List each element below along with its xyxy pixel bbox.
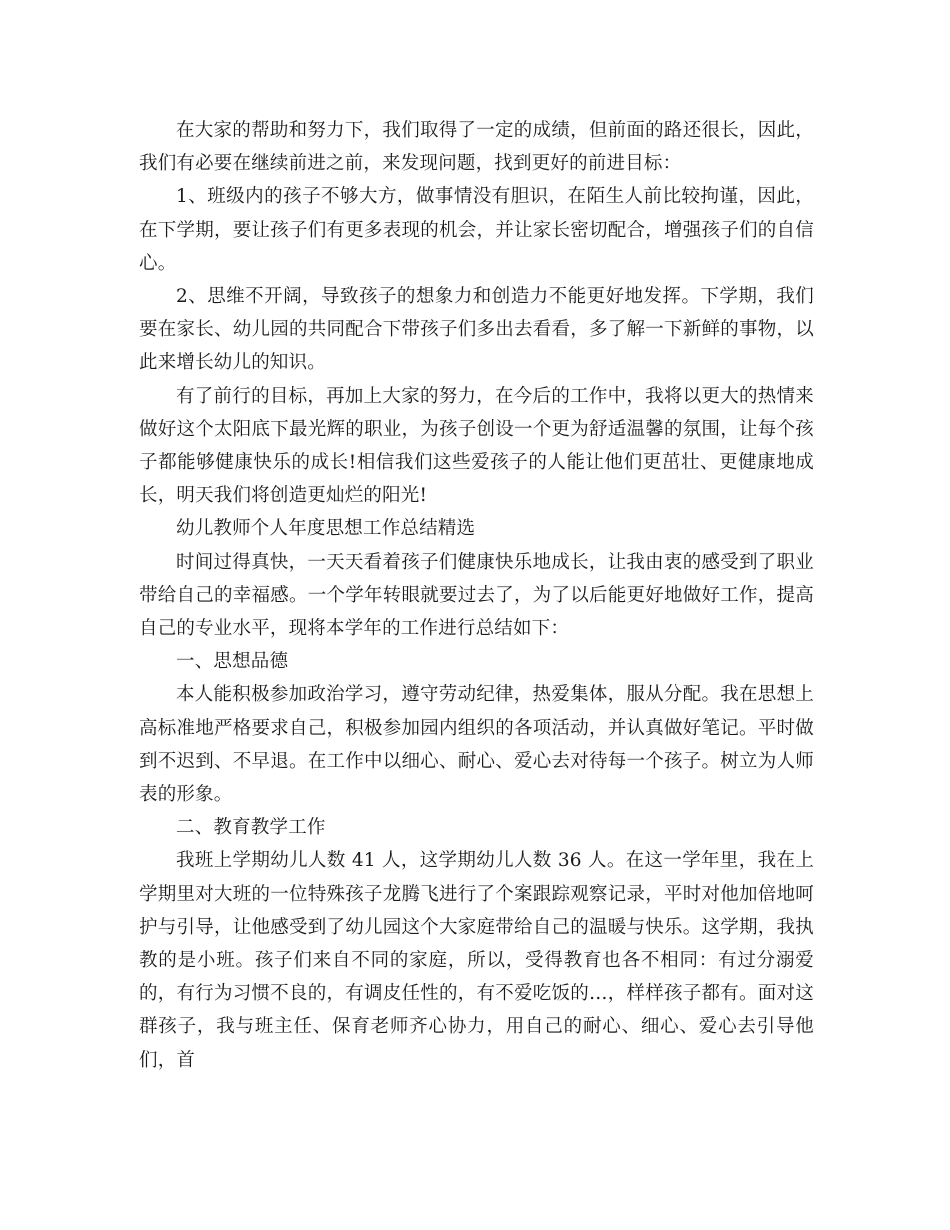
paragraph: 在大家的帮助和努力下，我们取得了一定的成绩，但前面的路还很长，因此，我们有必要在继续前进之前，来发现问题，找到更好的前进目标： bbox=[139, 120, 814, 175]
paragraph: 时间过得真快，一天天看着孩子们健康快乐地成长，让我由衷的感受到了职业带给自己的幸福感。一个学年转眼就要过去了，为了以后能更好地做好工作，提高自己的专业水平，现将本学年的工作进行总结如下： bbox=[139, 551, 814, 640]
paragraph: 2、思维不开阔，导致孩子的想象力和创造力不能更好地发挥。下学期，我们要在家长、幼儿园的共同配合下带孩子们多出去看看，多了解一下新鲜的事物，以此来增长幼儿的知识。 bbox=[139, 286, 814, 374]
paragraph: 我班上学期幼儿人数 41 人，这学期幼儿人数 36 人。在这一学年里，我在上学期里对大班的一位特殊孩子龙腾飞进行了个案跟踪观察记录，平时对他加倍地呵护与引导，让他感受到了幼儿园这个大家庭带给自己的温暖与快乐。这学期，我执教的是小班。孩子们来自不同的家庭，所以，受得教育也各不相同：有过分溺爱的，有行为习惯不良的，有调皮任性的，有不爱吃饭的…，样样孩子都有。面对这群孩子，我与班主任、保育老师齐心协力，用自己的耐心、细心、爱心去引导他们，首 bbox=[139, 850, 814, 1071]
paragraph: 1、班级内的孩子不够大方，做事情没有胆识，在陌生人前比较拘谨，因此，在下学期，要让孩子们有更多表现的机会，并让家长密切配合，增强孩子们的自信心。 bbox=[139, 186, 814, 274]
document-body bbox=[139, 114, 814, 1077]
section-heading: 二、教育教学工作 bbox=[176, 817, 326, 839]
section-heading: 一、思想品德 bbox=[176, 651, 289, 673]
paragraph: 有了前行的目标，再加上大家的努力，在今后的工作中，我将以更大的热情来做好这个太阳底下最光辉的职业，为孩子创设一个更为舒适温馨的氛围，让每个孩子都能够健康快乐的成长!相信我们这些爱孩子的人能让他们更茁壮、更健康地成长，明天我们将创造更灿烂的阳光! bbox=[139, 385, 814, 507]
section-title: 幼儿教师个人年度思想工作总结精选 bbox=[176, 518, 476, 540]
paragraph: 本人能积极参加政治学习，遵守劳动纪律，热爱集体，服从分配。我在思想上高标准地严格要求自己，积极参加园内组织的各项活动，并认真做好笔记。平时做到不迟到、不早退。在工作中以细心、耐心、爱心去对待每一个孩子。树立为人师表的形象。 bbox=[139, 684, 814, 806]
